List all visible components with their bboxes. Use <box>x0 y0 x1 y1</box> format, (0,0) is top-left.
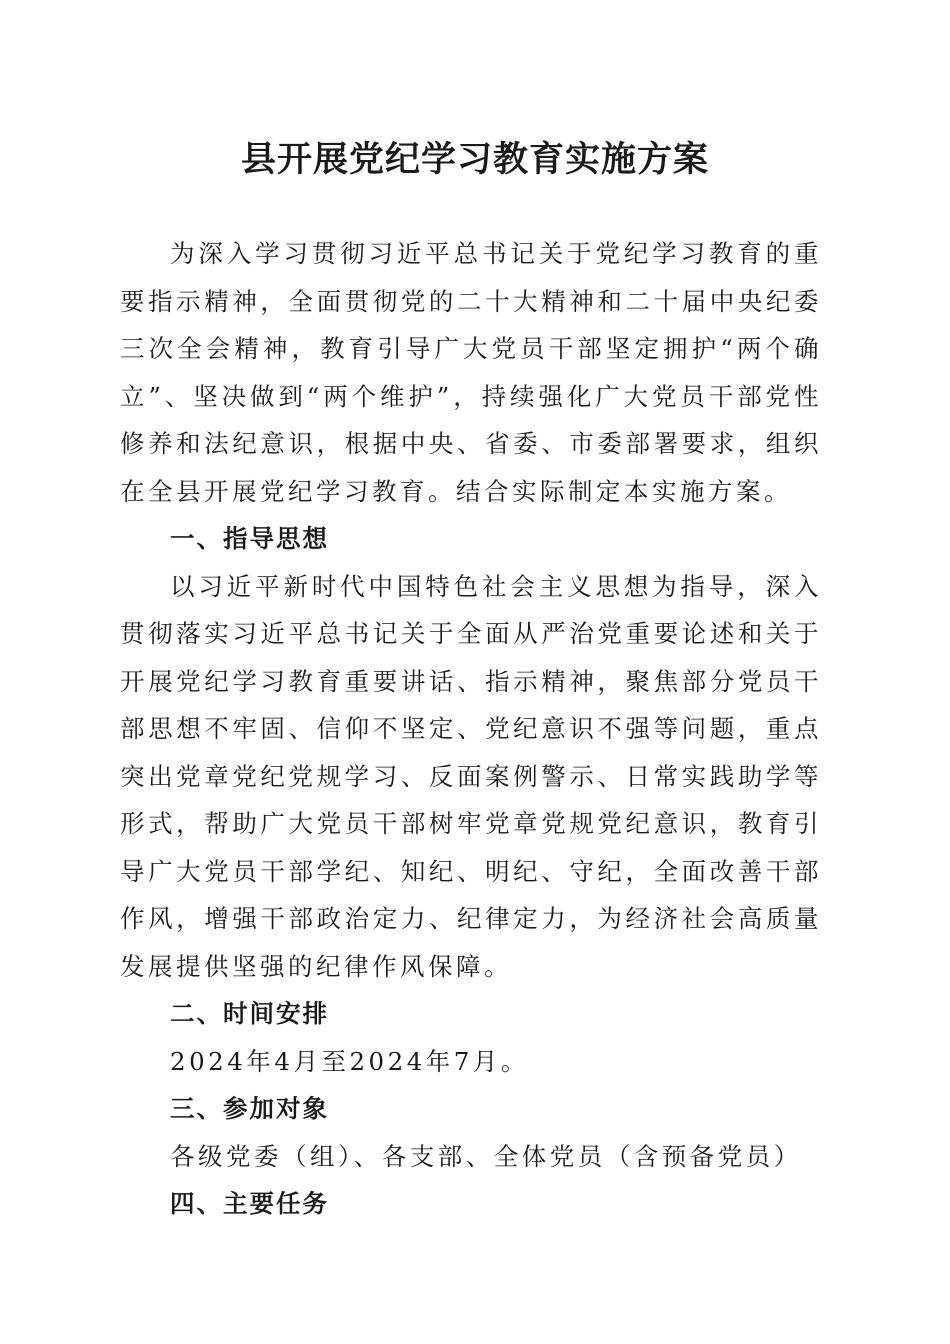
intro-paragraph: 为深入学习贯彻习近平总书记关于党纪学习教育的重要指示精神，全面贯彻党的二十大精神和二十届中央纪委三次全会精神，教育引导广大党员干部坚定拥护“两个确立”、坚决做到“两个维护”，持续强化广大党员干部党性修养和法纪意识，根据中央、省委、市委部署要求，组织在全县开展党纪学习教育。结合实际制定本实施方案。 <box>120 239 822 506</box>
section-heading-schedule: 二、时间安排 <box>170 999 329 1028</box>
section-heading-participants: 三、参加对象 <box>170 1094 329 1123</box>
section-heading-guiding-ideology: 一、指导思想 <box>170 524 329 553</box>
section-heading-main-tasks: 四、主要任务 <box>170 1189 329 1218</box>
section-content-schedule: 2024年4月至2024年7月。 <box>170 1046 529 1076</box>
section-content-participants: 各级党委（组）、各支部、全体党员（含预备党员） <box>170 1141 802 1171</box>
section-content-guiding-ideology: 以习近平新时代中国特色社会主义思想为指导，深入贯彻落实习近平总书记关于全面从严治党重要论述和关于开展党纪学习教育重要讲话、指示精神，聚焦部分党员干部思想不牢固、信仰不坚定、党纪意识不强等问题，重点突出党章党纪党规学习、反面案例警示、日常实践助学等形式，帮助广大党员干部树牢党章党规党纪意识，教育引导广大党员干部学纪、知纪、明纪、守纪，全面改善干部作风，增强干部政治定力、纪律定力，为经济社会高质量发展提供坚强的纪律作风保障。 <box>120 571 822 981</box>
document-title: 县开展党纪学习教育实施方案 <box>240 139 709 180</box>
document-body <box>120 230 822 1228</box>
